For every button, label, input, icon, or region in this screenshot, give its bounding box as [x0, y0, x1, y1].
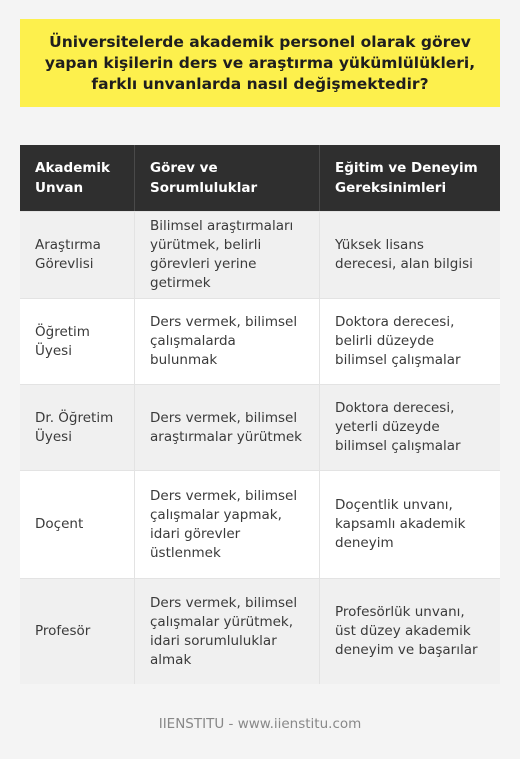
table-cell: Araştırma Görevlisi	[20, 212, 135, 298]
table-row	[20, 211, 500, 298]
table-cell: Bilimsel araştırmaları yürütmek, belirli görevleri yerine getirmek	[135, 212, 320, 298]
page-title: Üniversitelerde akademik personel olarak görev yapan kişilerin ders ve araştırma yükümlülükleri, farklı unvanlarda nasıl değişmektedir?	[44, 32, 476, 93]
table-row	[20, 384, 500, 470]
table-cell: Ders vermek, bilimsel çalışmalar yapmak, idari görevler üstlenmek	[135, 471, 320, 578]
table-header-row	[20, 145, 500, 211]
titles-table	[20, 145, 500, 684]
header-cell-requirements: Eğitim ve Deneyim Gereksinimleri	[320, 145, 500, 211]
table-cell: Ders vermek, bilimsel araştırmalar yürütmek	[135, 385, 320, 470]
table-row	[20, 578, 500, 684]
table-cell: Doçent	[20, 471, 135, 578]
table-cell: Profesörlük unvanı, üst düzey akademik deneyim ve başarılar	[320, 579, 500, 684]
table-cell: Öğretim Üyesi	[20, 299, 135, 384]
table-cell: Doktora derecesi, belirli düzeyde bilimsel çalışmalar	[320, 299, 500, 384]
table-cell: Ders vermek, bilimsel çalışmalarda bulunmak	[135, 299, 320, 384]
table-cell: Profesör	[20, 579, 135, 684]
table-cell: Ders vermek, bilimsel çalışmalar yürütmek, idari sorumluluklar almak	[135, 579, 320, 684]
header-cell-title: Akademik Unvan	[20, 145, 135, 211]
table-cell: Doçentlik unvanı, kapsamlı akademik deneyim	[320, 471, 500, 578]
table-cell: Doktora derecesi, yeterli düzeyde bilimsel çalışmalar	[320, 385, 500, 470]
table-row	[20, 298, 500, 384]
title-banner	[20, 19, 500, 107]
table-cell: Yüksek lisans derecesi, alan bilgisi	[320, 212, 500, 298]
table-row	[20, 470, 500, 578]
table-cell: Dr. Öğretim Üyesi	[20, 385, 135, 470]
header-cell-duties: Görev ve Sorumluluklar	[135, 145, 320, 211]
footer-brand: IIENSTITU - www.iienstitu.com	[158, 716, 362, 732]
